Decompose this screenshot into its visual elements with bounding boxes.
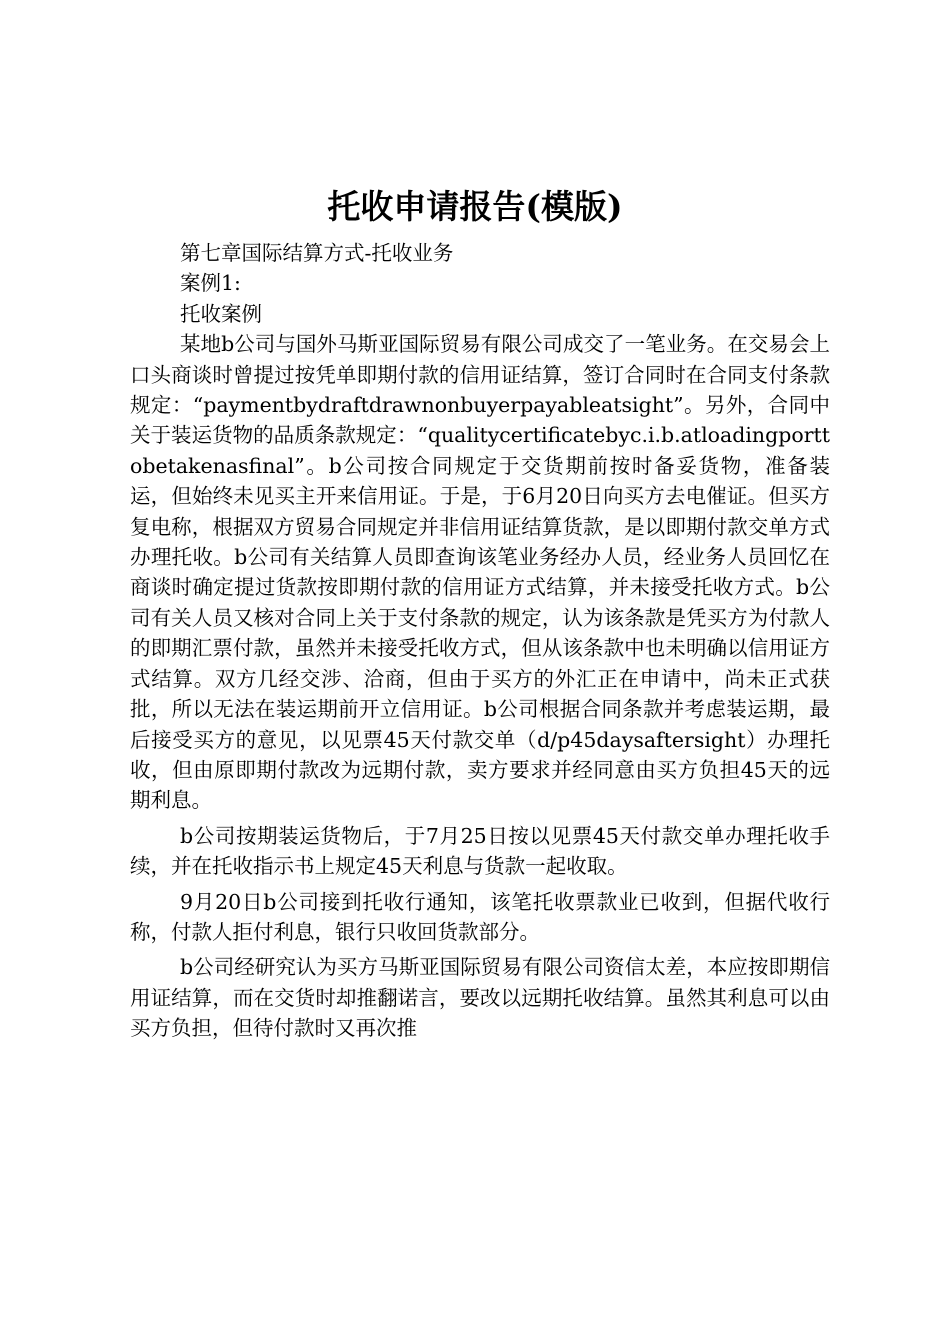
body-paragraph: b公司经研究认为买方马斯亚国际贸易有限公司资信太差，本应按即期信用证结算，而在交货时却推翻诺言，要改以远期托收结算。虽然其利息可以由买方负担，但待付款时又再次推	[130, 955, 830, 1041]
body-paragraph: 某地b公司与国外马斯亚国际贸易有限公司成交了一笔业务。在交易会上口头商谈时曾提过按凭单即期付款的信用证结算，签订合同时在合同支付条款规定：“paymentbydraftdrawnonbuyerpayableatsight”。另外，合同中关于装运货物的品质条款规定：“qualitycertificatebyc.i.b.atloadingporttobetakenasfinal”。b公司按合同规定于交货期前按时备妥货物，准备装运，但始终未见买主开来信用证。于是，于6月20日向买方去电催证。但买方复电称，根据双方贸易合同规定并非信用证结算货款，是以即期付款交单方式办理托收。b公司有关结算人员即查询该笔业务经办人员，经业务人员回忆在商谈时确定提过货款按即期付款的信用证方式结算，并未接受托收方式。b公司有关人员又核对合同上关于支付条款的规定，认为该条款是凭买方为付款人的即期汇票付款，虽然并未接受托收方式，但从该条款中也未明确以信用证方式结算。双方几经交涉、洽商，但由于买方的外汇正在申请中，尚未正式获批，所以无法在装运期前开立信用证。b公司根据合同条款并考虑装运期，最后接受买方的意见，以见票45天付款交单（d/p45daysaftersight）办理托收，但由原即期付款改为远期付款，卖方要求并经同意由买方负担45天的远期利息。	[130, 332, 830, 813]
case-heading: 托收案例	[180, 301, 262, 326]
body-paragraph: 9月20日b公司接到托收行通知，该笔托收票款业已收到，但据代收行称，付款人拒付利息，银行只收回货款部分。	[130, 889, 830, 944]
document-title: 托收申请报告(模版)	[327, 187, 623, 226]
body-paragraph: b公司按期装运货物后，于7月25日按以见票45天付款交单办理托收手续，并在托收指示书上规定45天利息与货款一起收取。	[130, 823, 830, 879]
chapter-heading: 第七章国际结算方式-托收业务	[180, 241, 454, 265]
case-label: 案例1:	[180, 271, 241, 296]
document-body	[130, 238, 830, 1044]
